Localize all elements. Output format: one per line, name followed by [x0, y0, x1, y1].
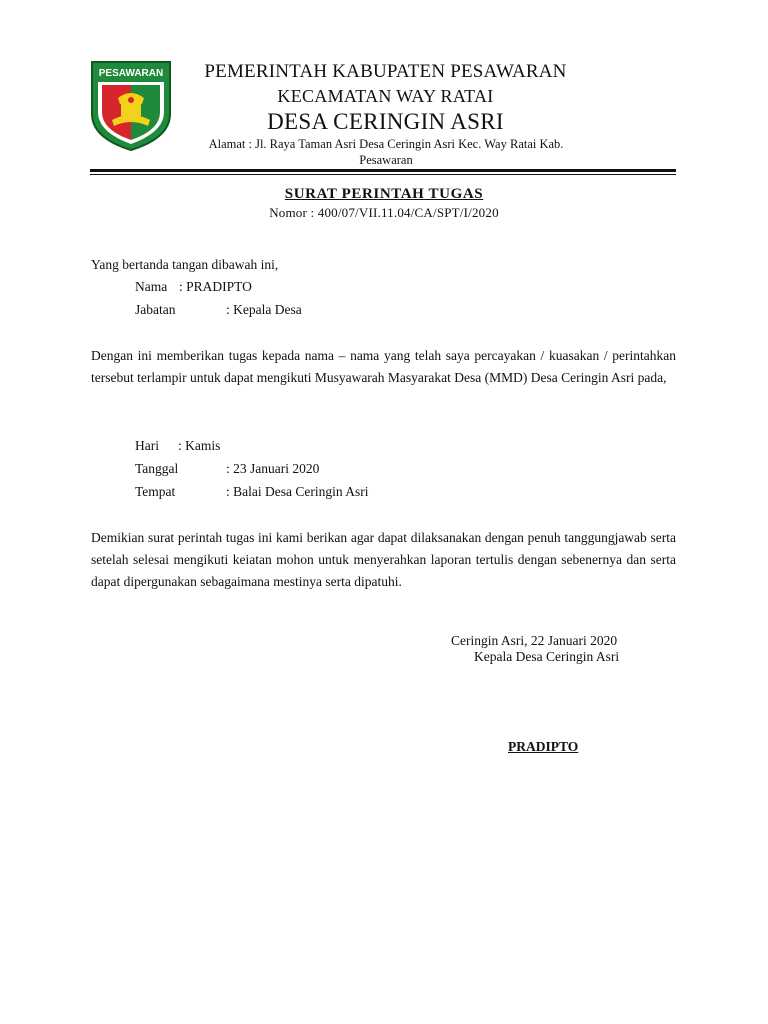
hari-label: Hari	[135, 438, 159, 453]
jabatan-label: Jabatan	[135, 302, 176, 317]
tanggal-label: Tanggal	[135, 461, 179, 476]
tanggal-value: : 23 Januari 2020	[226, 461, 320, 476]
letter-title-text: SURAT PERINTAH TUGAS	[284, 186, 484, 202]
signer-name: PRADIPTO	[508, 739, 579, 754]
logo-text: PESAWARAN	[98, 68, 164, 79]
letter-title	[0, 186, 768, 203]
intro-text: Yang bertanda tangan dibawah ini,	[91, 257, 279, 272]
place-date: Ceringin Asri, 22 Januari 2020	[451, 633, 618, 648]
jabatan-value: : Kepala Desa	[226, 302, 302, 317]
nama-value: : PRADIPTO	[179, 279, 252, 294]
signer-position: Kepala Desa Ceringin Asri	[474, 649, 620, 664]
letter-number: Nomor : 400/07/VII.11.04/CA/SPT/I/2020	[269, 205, 499, 220]
tempat-label: Tempat	[135, 484, 176, 499]
letterhead-divider-thin	[90, 174, 676, 175]
tempat-value: : Balai Desa Ceringin Asri	[226, 484, 369, 499]
hari-value: : Kamis	[178, 438, 221, 453]
district-heading: KECAMATAN WAY RATAI	[277, 86, 494, 106]
government-heading: PEMERINTAH KABUPATEN PESAWARAN	[204, 61, 567, 82]
closing-paragraph: Demikian surat perintah tugas ini kami berikan agar dapat dilaksanakan dengan penuh tanggungjawab serta setelah selesai mengikuti keiatan mohon untuk menyerahkan laporan tertulis dengan sebenernya dan serta dapat dipergunakan sebagaimana mestinya serta dipatuhi.	[91, 530, 676, 589]
village-heading: DESA CERINGIN ASRI	[267, 109, 504, 134]
letterhead-divider-thick	[90, 169, 676, 172]
address-line-2: Pesawaran	[359, 153, 413, 167]
nama-label: Nama	[135, 279, 168, 294]
pesawaran-emblem-logo	[90, 60, 172, 152]
assignment-paragraph: Dengan ini memberikan tugas kepada nama – nama yang telah saya percayakan / kuasakan / perintahkan tersebut terlampir untuk dapat mengikuti Musyawarah Masyarakat Desa (MMD) Desa Ceringin Asri pada,	[91, 348, 676, 385]
address-line-1: Alamat : Jl. Raya Taman Asri Desa Ceringin Asri Kec. Way Ratai Kab.	[208, 137, 564, 151]
